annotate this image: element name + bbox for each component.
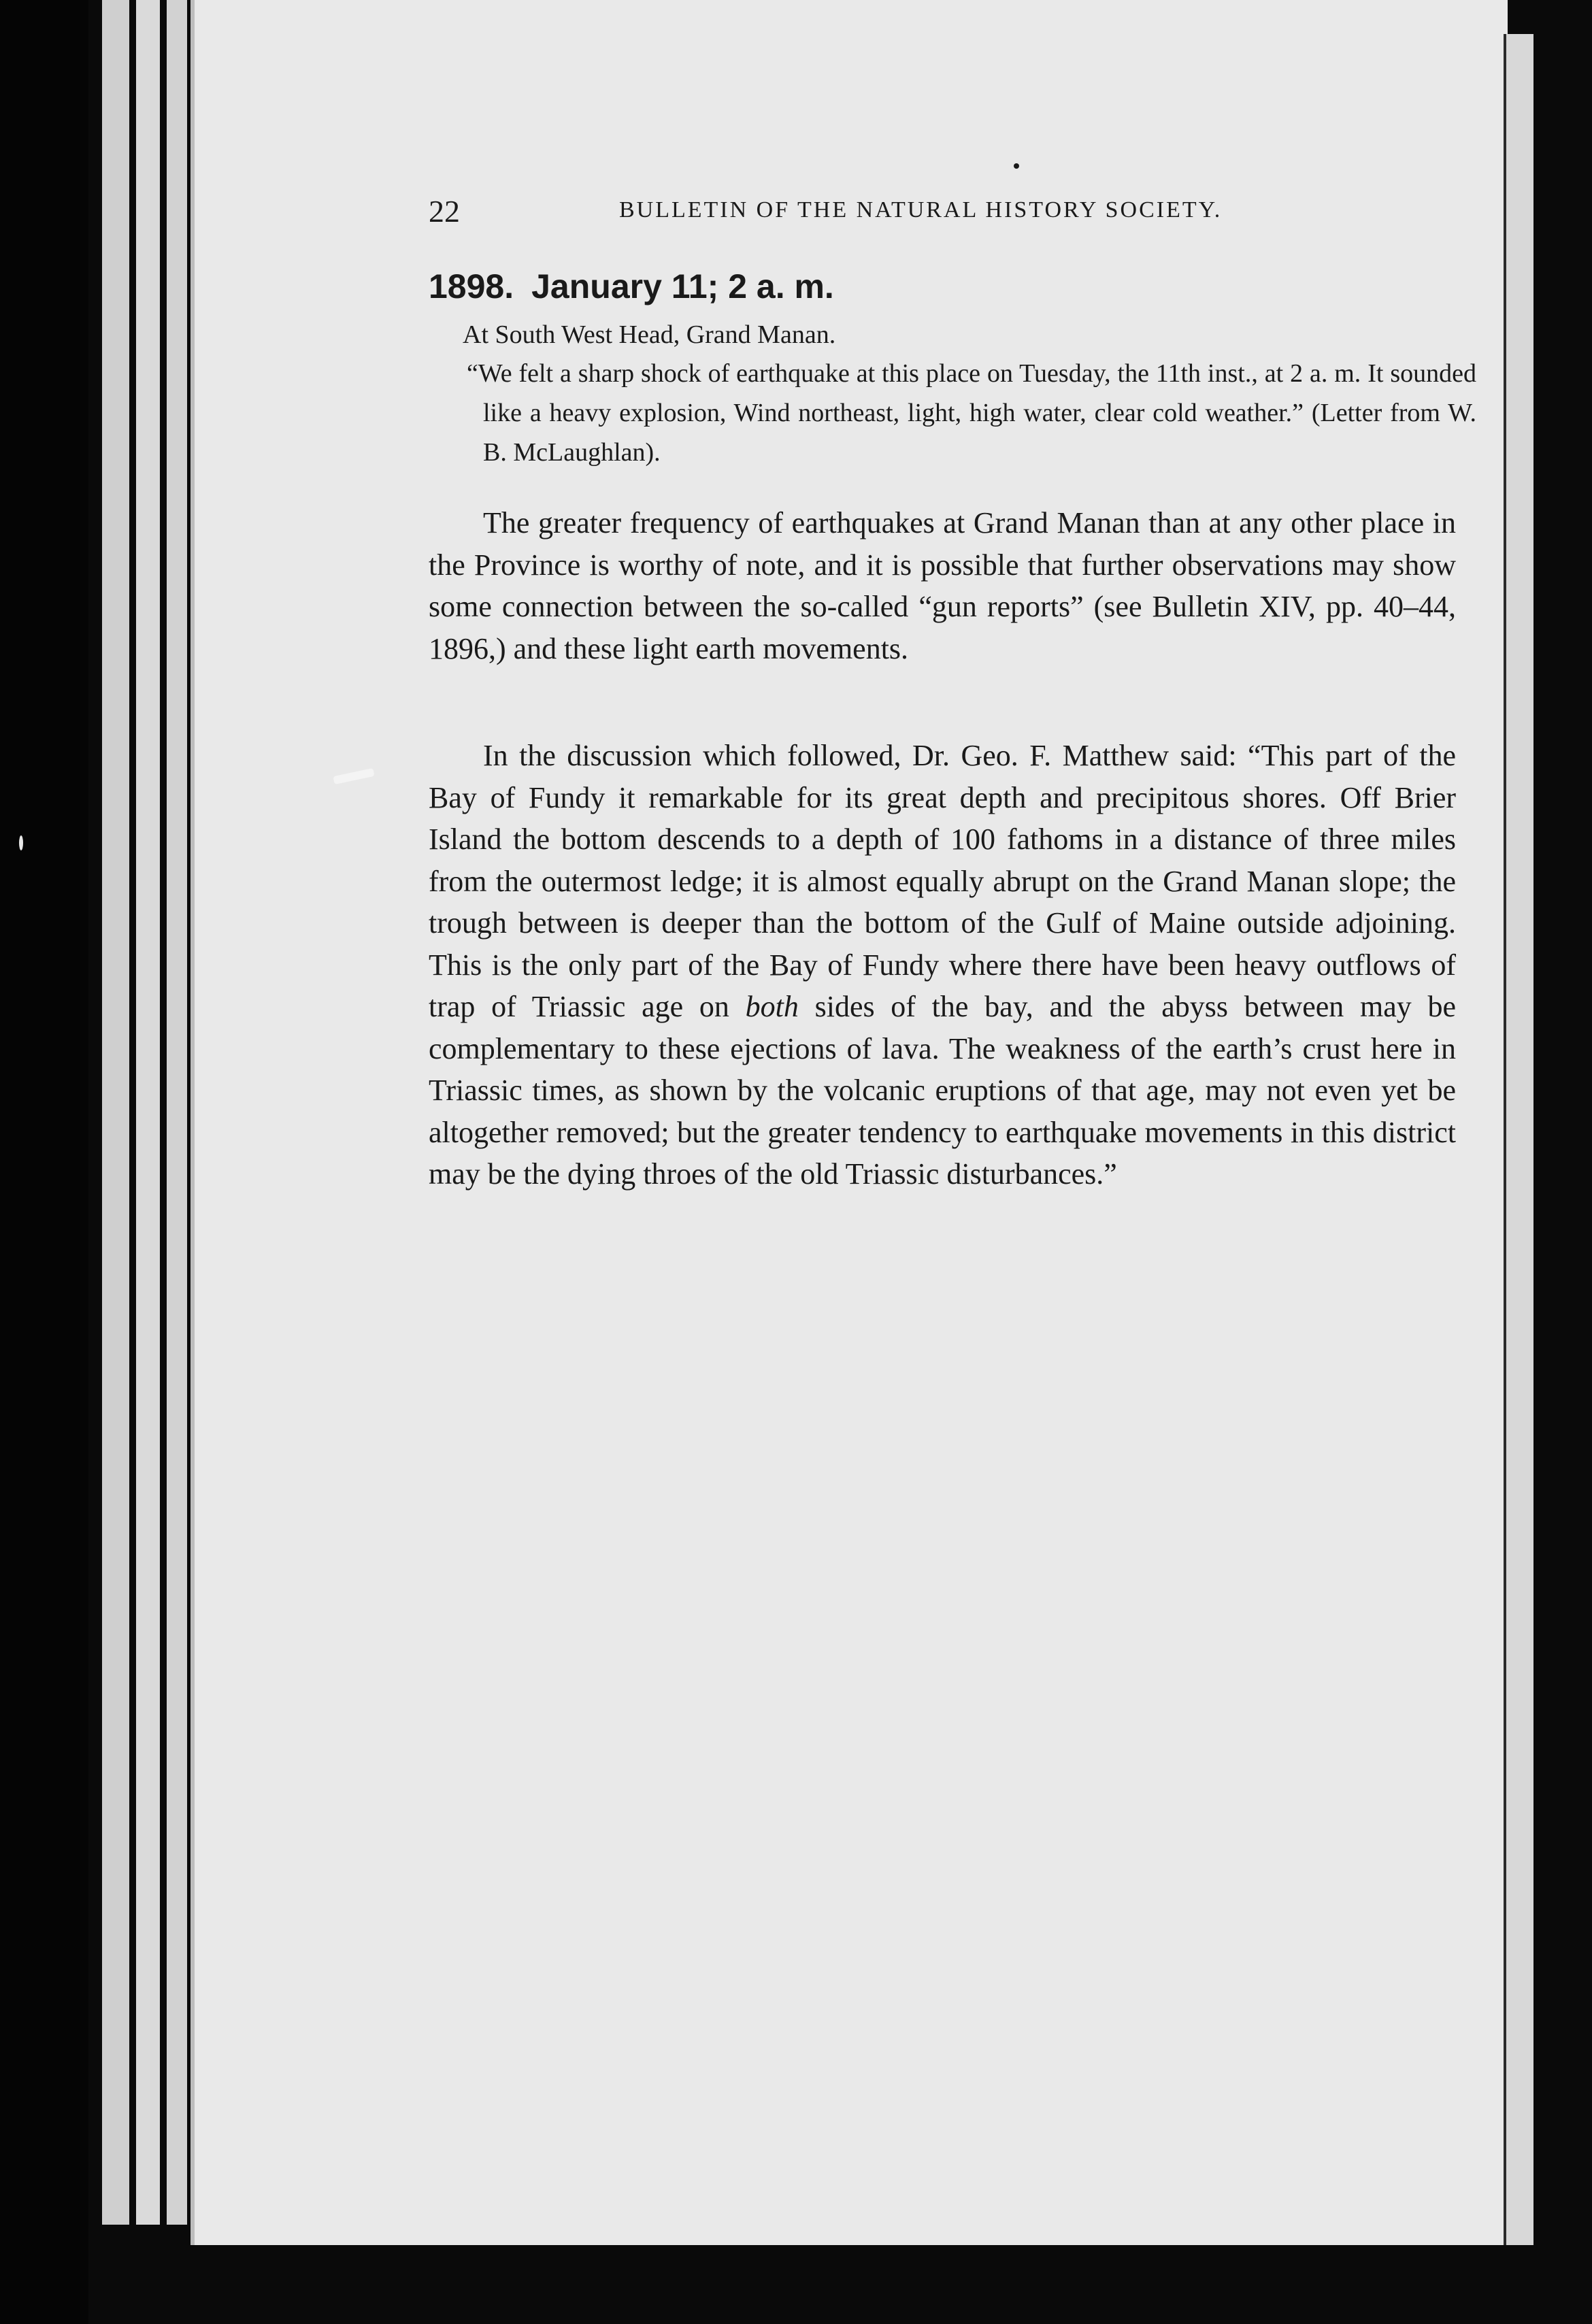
scan-bottom-border [88,2245,1592,2324]
paragraph-frequency: The greater frequency of earthquakes at Grand Manan than at any other place in the Province is worthy of note, and it is possible that further observations may show some connection between the so-called “gun reports” (see Bulletin XIV, pp. 40–44, 1896,) and these light earth movements. [429,506,1456,665]
running-title: BULLETIN OF THE NATURAL HISTORY SOCIETY. [619,197,1223,222]
facing-page-edge [1504,34,1533,2279]
page-number: 22 [429,194,460,229]
scan-right-border [1533,0,1592,2324]
paragraph-discussion [429,735,1456,1195]
paragraph-text: sides of the bay, and the abyss between may be complementary to these ejections of lava. The weakness of the earth’s crust here in Triassic times, as shown by the volcanic eruptions of that age, may not even yet be altogether removed; but the greater tendency to earthquake movements in this district may be the dying throes of the old Triassic disturbances.” [429,990,1457,1191]
entry-date: January 11; 2 a. m. [531,267,834,305]
entry-heading [429,267,834,306]
page-edge [136,0,160,2225]
scan-speck [1014,163,1019,169]
emphasis-text: both [745,990,799,1023]
page-edge [167,0,187,2225]
scan-speck [19,835,23,850]
paragraph-text: In the discussion which followed, Dr. Geo. F. Matthew said: “This part of the Bay of Fundy it remarkable for its great depth and precipitous shores. Off Brier Island the bottom descends to a depth of 100 fathoms in a distance of three miles from the outermost ledge; it is almost equally abrupt on the Grand Manan slope; the trough between is deeper than the bottom of the Gulf of Maine outside adjoining. This is the only part of the Bay of Fundy where there have been heavy outflows of trap of Triassic age on [429,739,1456,1023]
entry-quote: “We felt a sharp shock of earthquake at this place on Tuesday, the 11th inst., at 2 a. m. It sounded like a heavy explosion, Wind northeast, light, high water, clear cold weather.” (Letter from W. B. McLaughlan). [467,359,1476,467]
scan-left-border [0,0,88,2324]
entry-place: At South West Head, Grand Manan. [463,320,836,349]
entry-year: 1898. [429,267,514,305]
page-edge [102,0,129,2225]
